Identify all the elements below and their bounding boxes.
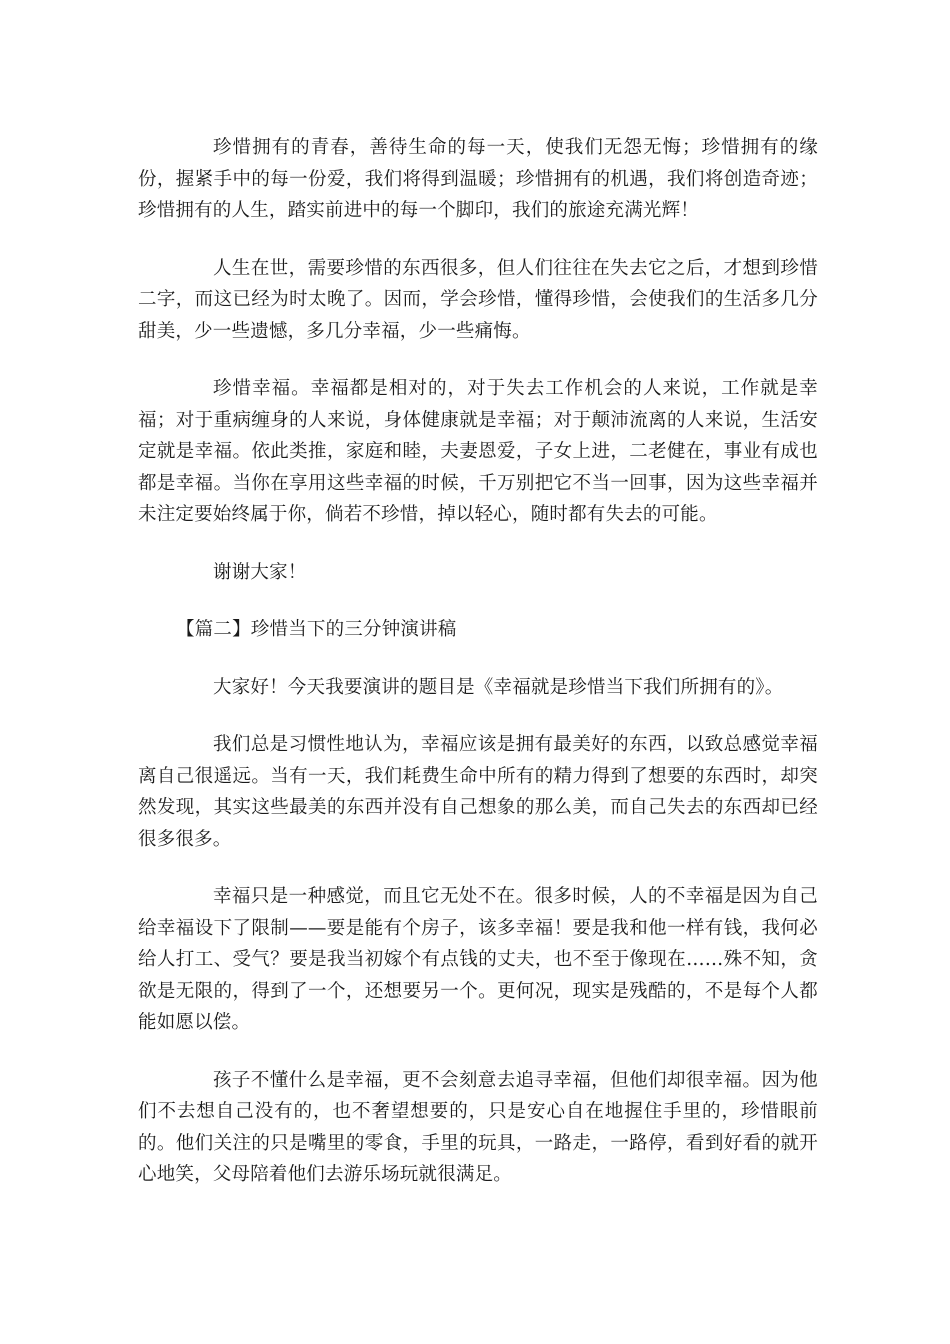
document-body <box>138 132 818 1191</box>
paragraph-greeting: 大家好！今天我要演讲的题目是《幸福就是珍惜当下我们所拥有的》。 <box>213 676 784 698</box>
paragraph-habit: 我们总是习惯性地认为，幸福应该是拥有最美好的东西，以致总感觉幸福离自己很遥远。当有一天，我们耗费生命中所有的精力得到了想要的东西时，却突然发现，其实这些最美的东西并没有自己想象的那么美，而自己失去的东西却已经很多很多。 <box>138 734 818 850</box>
paragraph-cherish-happiness: 珍惜幸福。幸福都是相对的，对于失去工作机会的人来说，工作就是幸福；对于重病缠身的人来说，身体健康就是幸福；对于颠沛流离的人来说，生活安定就是幸福。依此类推，家庭和睦，夫妻恩爱，子女上进，二老健在，事业有成也都是幸福。当你在享用这些幸福的时候，千万别把它不当一回事，因为这些幸福并未注定要始终属于你，倘若不珍惜，掉以轻心，随时都有失去的可能。 <box>138 378 818 525</box>
paragraph-thanks: 谢谢大家！ <box>213 561 307 583</box>
paragraph-children: 孩子不懂什么是幸福，更不会刻意去追寻幸福，但他们却很幸福。因为他们不去想自己没有的，也不奢望想要的，只是安心自在地握住手里的，珍惜眼前的。他们关注的只是嘴里的零食，手里的玩具，一路走，一路停，看到好看的就开心地笑，父母陪着他们去游乐场玩就很满足。 <box>138 1069 818 1185</box>
paragraph-cherish-youth: 珍惜拥有的青春，善待生命的每一天，使我们无怨无悔；珍惜拥有的缘份，握紧手中的每一份爱，我们将得到温暖；珍惜拥有的机遇，我们将创造奇迹；珍惜拥有的人生，踏实前进中的每一个脚印，我们的旅途充满光辉！ <box>138 137 818 221</box>
section-heading: 【篇二】珍惜当下的三分钟演讲稿 <box>176 619 457 640</box>
paragraph-feeling: 幸福只是一种感觉，而且它无处不在。很多时候，人的不幸福是因为自己给幸福设下了限制——要是能有个房子，该多幸福！要是我和他一样有钱，我何必给人打工、受气？要是我当初嫁个有点钱的丈夫，也不至于像现在……殊不知，贪欲是无限的，得到了一个，还想要另一个。更何况，现实是残酷的，不是每个人都能如愿以偿。 <box>138 886 818 1033</box>
paragraph-life-in-world: 人生在世，需要珍惜的东西很多，但人们往往在失去它之后，才想到珍惜二字，而这已经为时太晚了。因而，学会珍惜，懂得珍惜，会使我们的生活多几分甜美，少一些遗憾，多几分幸福，少一些痛悔。 <box>138 257 818 342</box>
